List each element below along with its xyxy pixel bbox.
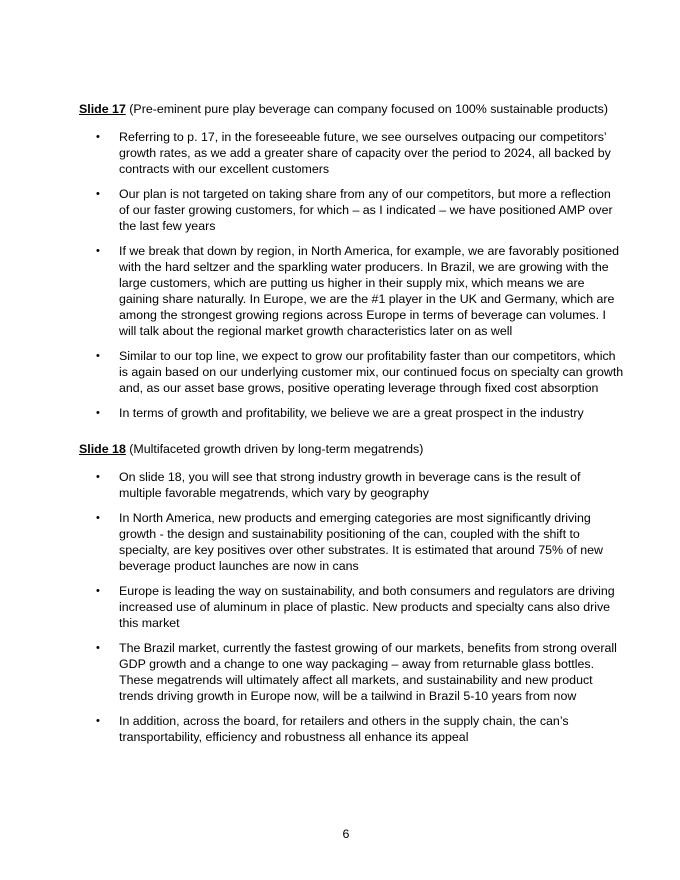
- list-item-text: Referring to p. 17, in the foreseeable future, we see ourselves outpacing our competitors’ growth rates, as we add a greater share of capacity over the period to 2024, all backed by contracts with our excellent customers: [119, 130, 611, 176]
- list-item-text: Our plan is not targeted on taking share from any of our competitors, but more a reflection of our faster growing customers, for which – as I indicated – we have positioned AMP over the last few years: [119, 187, 613, 233]
- slide-18-heading: [79, 441, 624, 457]
- bullet-icon: •: [96, 512, 100, 524]
- page-number: 6: [342, 827, 350, 841]
- slide-title: (Multifaceted growth driven by long-term megatrends): [129, 442, 424, 456]
- list-item-text: If we break that down by region, in North America, for example, we are favorably positioned with the hard seltzer and the sparkling water producers. In Brazil, we are growing with the large customers, which are putting us higher in their supply mix, which means we are gaining share naturally. In Europe, we are the #1 player in the UK and Germany, which are among the strongest growing regions across Europe in terms of beverage can volumes. I will talk about the regional market growth characteristics later on as well: [119, 244, 620, 338]
- list-item: [79, 348, 624, 396]
- list-item: [79, 510, 624, 574]
- slide-label: Slide 17: [79, 102, 126, 116]
- slide-17-heading: [79, 101, 624, 117]
- list-item-text: Europe is leading the way on sustainability, and both consumers and regulators are driving increased use of aluminum in place of plastic. New products and specialty cans also drive this market: [119, 584, 615, 630]
- list-item-text: In North America, new products and emerging categories are most significantly driving growth - the design and sustainability positioning of the can, coupled with the shift to specialty, are key positives over other substrates. It is estimated that around 75% of new beverage product launches are now in cans: [119, 511, 603, 573]
- slide-title: (Pre-eminent pure play beverage can company focused on 100% sustainable products): [129, 102, 608, 116]
- list-item: [79, 713, 624, 745]
- bullet-icon: •: [96, 350, 100, 362]
- slide-18-section: [79, 441, 624, 754]
- list-item: [79, 186, 624, 234]
- list-item: [79, 583, 624, 631]
- bullet-icon: •: [96, 131, 100, 143]
- bullet-icon: •: [96, 642, 100, 654]
- list-item-text: In terms of growth and profitability, we believe we are a great prospect in the industry: [119, 406, 584, 420]
- list-item: [79, 129, 624, 177]
- bullet-icon: •: [96, 245, 100, 257]
- list-item-text: The Brazil market, currently the fastest growing of our markets, benefits from strong overall GDP growth and a change to one way packaging – away from returnable glass bottles. These megatrends will ultimately affect all markets, and sustainability and new product trends driving growth in Europe now, will be a tailwind in Brazil 5-10 years from now: [119, 641, 617, 703]
- list-item-text: In addition, across the board, for retailers and others in the supply chain, the can’s transportability, efficiency and robustness all enhance its appeal: [119, 714, 569, 744]
- slide-18-bullet-list: [79, 469, 624, 745]
- bullet-icon: •: [96, 715, 100, 727]
- list-item: [79, 243, 624, 339]
- slide-17-section: [79, 101, 624, 430]
- slide-17-bullet-list: [79, 129, 624, 421]
- bullet-icon: •: [96, 471, 100, 483]
- list-item-text: Similar to our top line, we expect to grow our profitability faster than our competitors, which is again based on our underlying customer mix, our continued focus on specialty can growth and, as our asset base grows, positive operating leverage through fixed cost absorption: [119, 349, 624, 395]
- slide-label: Slide 18: [79, 442, 126, 456]
- list-item: [79, 640, 624, 704]
- list-item: [79, 405, 624, 421]
- list-item: [79, 469, 624, 501]
- bullet-icon: •: [96, 585, 100, 597]
- list-item-text: On slide 18, you will see that strong industry growth in beverage cans is the result of multiple favorable megatrends, which vary by geography: [119, 470, 581, 500]
- bullet-icon: •: [96, 188, 100, 200]
- bullet-icon: •: [96, 407, 100, 419]
